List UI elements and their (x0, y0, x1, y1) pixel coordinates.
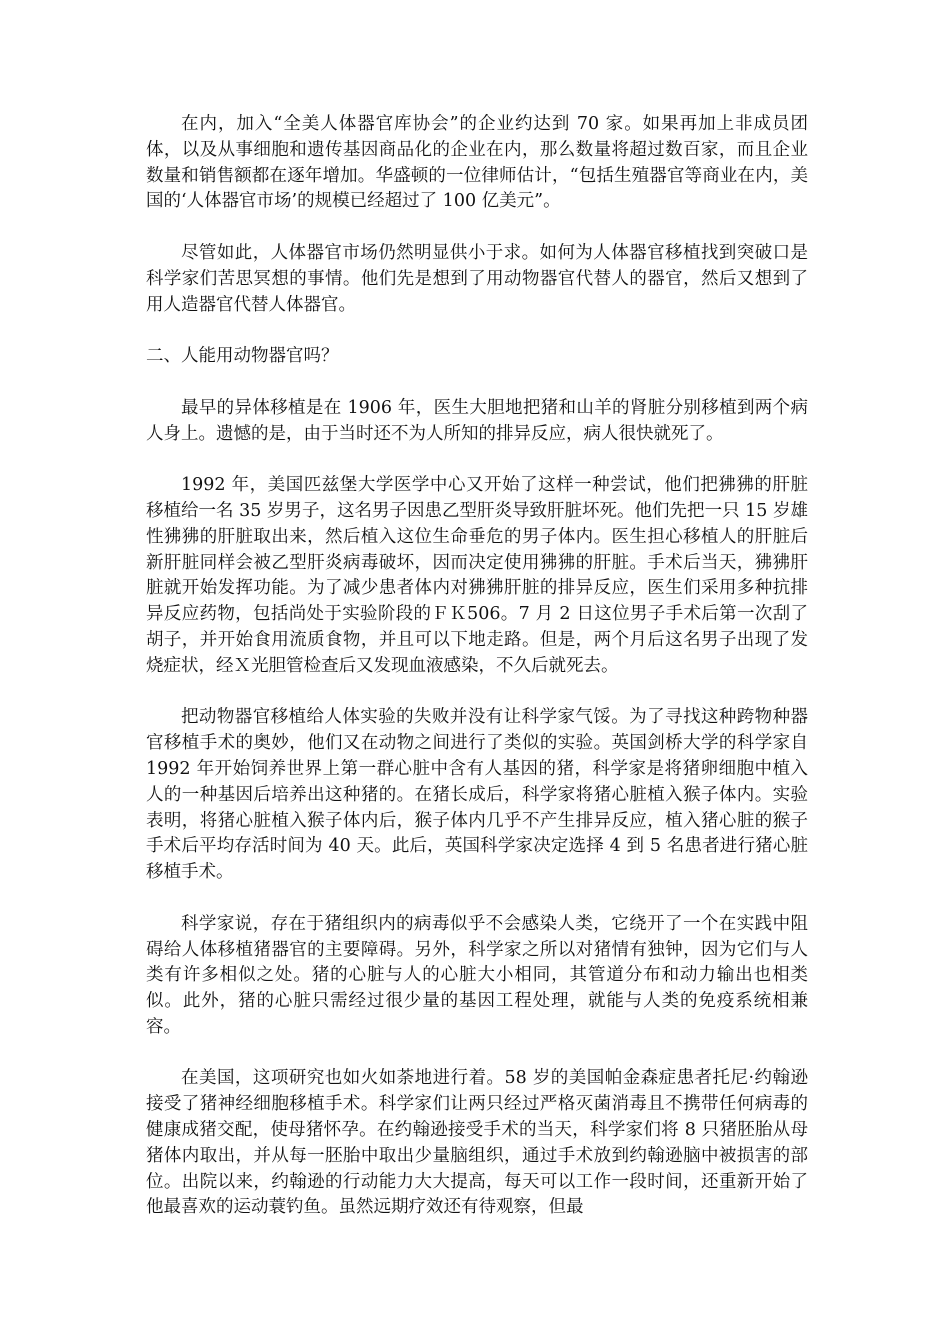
paragraph-organ-market-scale: 在内，加入“全美人体器官库协会”的企业约达到 70 家。如果再加上非成员团体，以及从事细胞和遗传基因商品化的企业在内，那么数量将超过数百家，而且企业数量和销售额都在逐年增加。华盛顿的一位律师估计，“包括生殖器官等商业在内，美国的‘人体器官市场’的规模已经超过了 100 亿美元”。 (146, 114, 808, 212)
paragraph-supply-shortage: 尽管如此，人体器官市场仍然明显供小于求。如何为人体器官移植找到突破口是科学家们苦思冥想的事情。他们先是想到了用动物器官代替人的器官，然后又想到了用人造器官代替人体器官。 (146, 242, 808, 315)
paragraph-baboon-liver: 1992 年，美国匹兹堡大学医学中心又开始了这样一种尝试，他们把狒狒的肝脏移植给一名 35 岁男子，这名男子因患乙型肝炎导致肝脏坏死。他们先把一只 15 岁雄性狒狒的肝脏取出来，然后植入这位生命垂危的男子体内。医生担心移植人的肝脏后新肝脏同样会被乙型肝炎病毒破坏，因而决定使用狒狒的肝脏。手术后当天，狒狒肝脏就开始发挥功能。为了减少患者体内对狒狒肝脏的排异反应，医生们采用多种抗排异反应药物，包括尚处于实验阶段的ＦＫ506。7 月 2 日这位男子手术后第一次刮了胡子，并开始食用流质食物，并且可以下地走路。但是，两个月后这名男子出现了发烧症状，经Ｘ光胆管检查后又发现血液感染，不久后就死去。 (146, 475, 808, 676)
paragraph-first-xenotransplant: 最早的异体移植是在 1906 年，医生大胆地把猪和山羊的肾脏分别移植到两个病人身上。遗憾的是，由于当时还不为人所知的排异反应，病人很快就死了。 (146, 397, 808, 444)
section-heading-animal-organs: 二、人能用动物器官吗？ (146, 346, 339, 367)
paragraph-pig-heart-experiment: 把动物器官移植给人体实验的失败并没有让科学家气馁。为了寻找这种跨物种器官移植手术的奥妙，他们又在动物之间进行了类似的实验。英国剑桥大学的科学家自 1992 年开始饲养世界上第一群心脏中含有人基因的猪，科学家是将猪卵细胞中植入人的一种基因后培养出这种猪的。在猪长成后，科学家将猪心脏植入猴子体内。实验表明，将猪心脏植入猴子体内后，猴子体内几乎不产生排异反应，植入猪心脏的猴子手术后平均存活时间为 40 天。此后，英国科学家决定选择 4 到 5 名患者进行猪心脏移植手术。 (146, 707, 808, 883)
document-body (146, 112, 808, 1247)
paragraph-pig-advantages: 科学家说，存在于猪组织内的病毒似乎不会感染人类，它绕开了一个在实践中阻碍给人体移植猪器官的主要障碍。另外，科学家之所以对猪情有独钟，因为它们与人类有许多相似之处。猪的心脏与人的心脏大小相同，其管道分布和动力输出也相类似。此外，猪的心脏只需经过很少量的基因工程处理，就能与人类的免疫系统相兼容。 (146, 913, 808, 1037)
paragraph-pig-neuron-transplant: 在美国，这项研究也如火如荼地进行着。58 岁的美国帕金森症患者托尼·约翰逊接受了猪神经细胞移植手术。科学家们让两只经过严格灭菌消毒且不携带任何病毒的健康成猪交配，使母猪怀孕。在约翰逊接受手术的当天，科学家们将 8 只猪胚胎从母猪体内取出，并从每一胚胎中取出少量脑组织，通过手术放到约翰逊脑中被损害的部位。出院以来，约翰逊的行动能力大大提高，每天可以工作一段时间，还重新开始了他最喜欢的运动蓑钓鱼。虽然远期疗效还有待观察，但最 (146, 1068, 808, 1218)
